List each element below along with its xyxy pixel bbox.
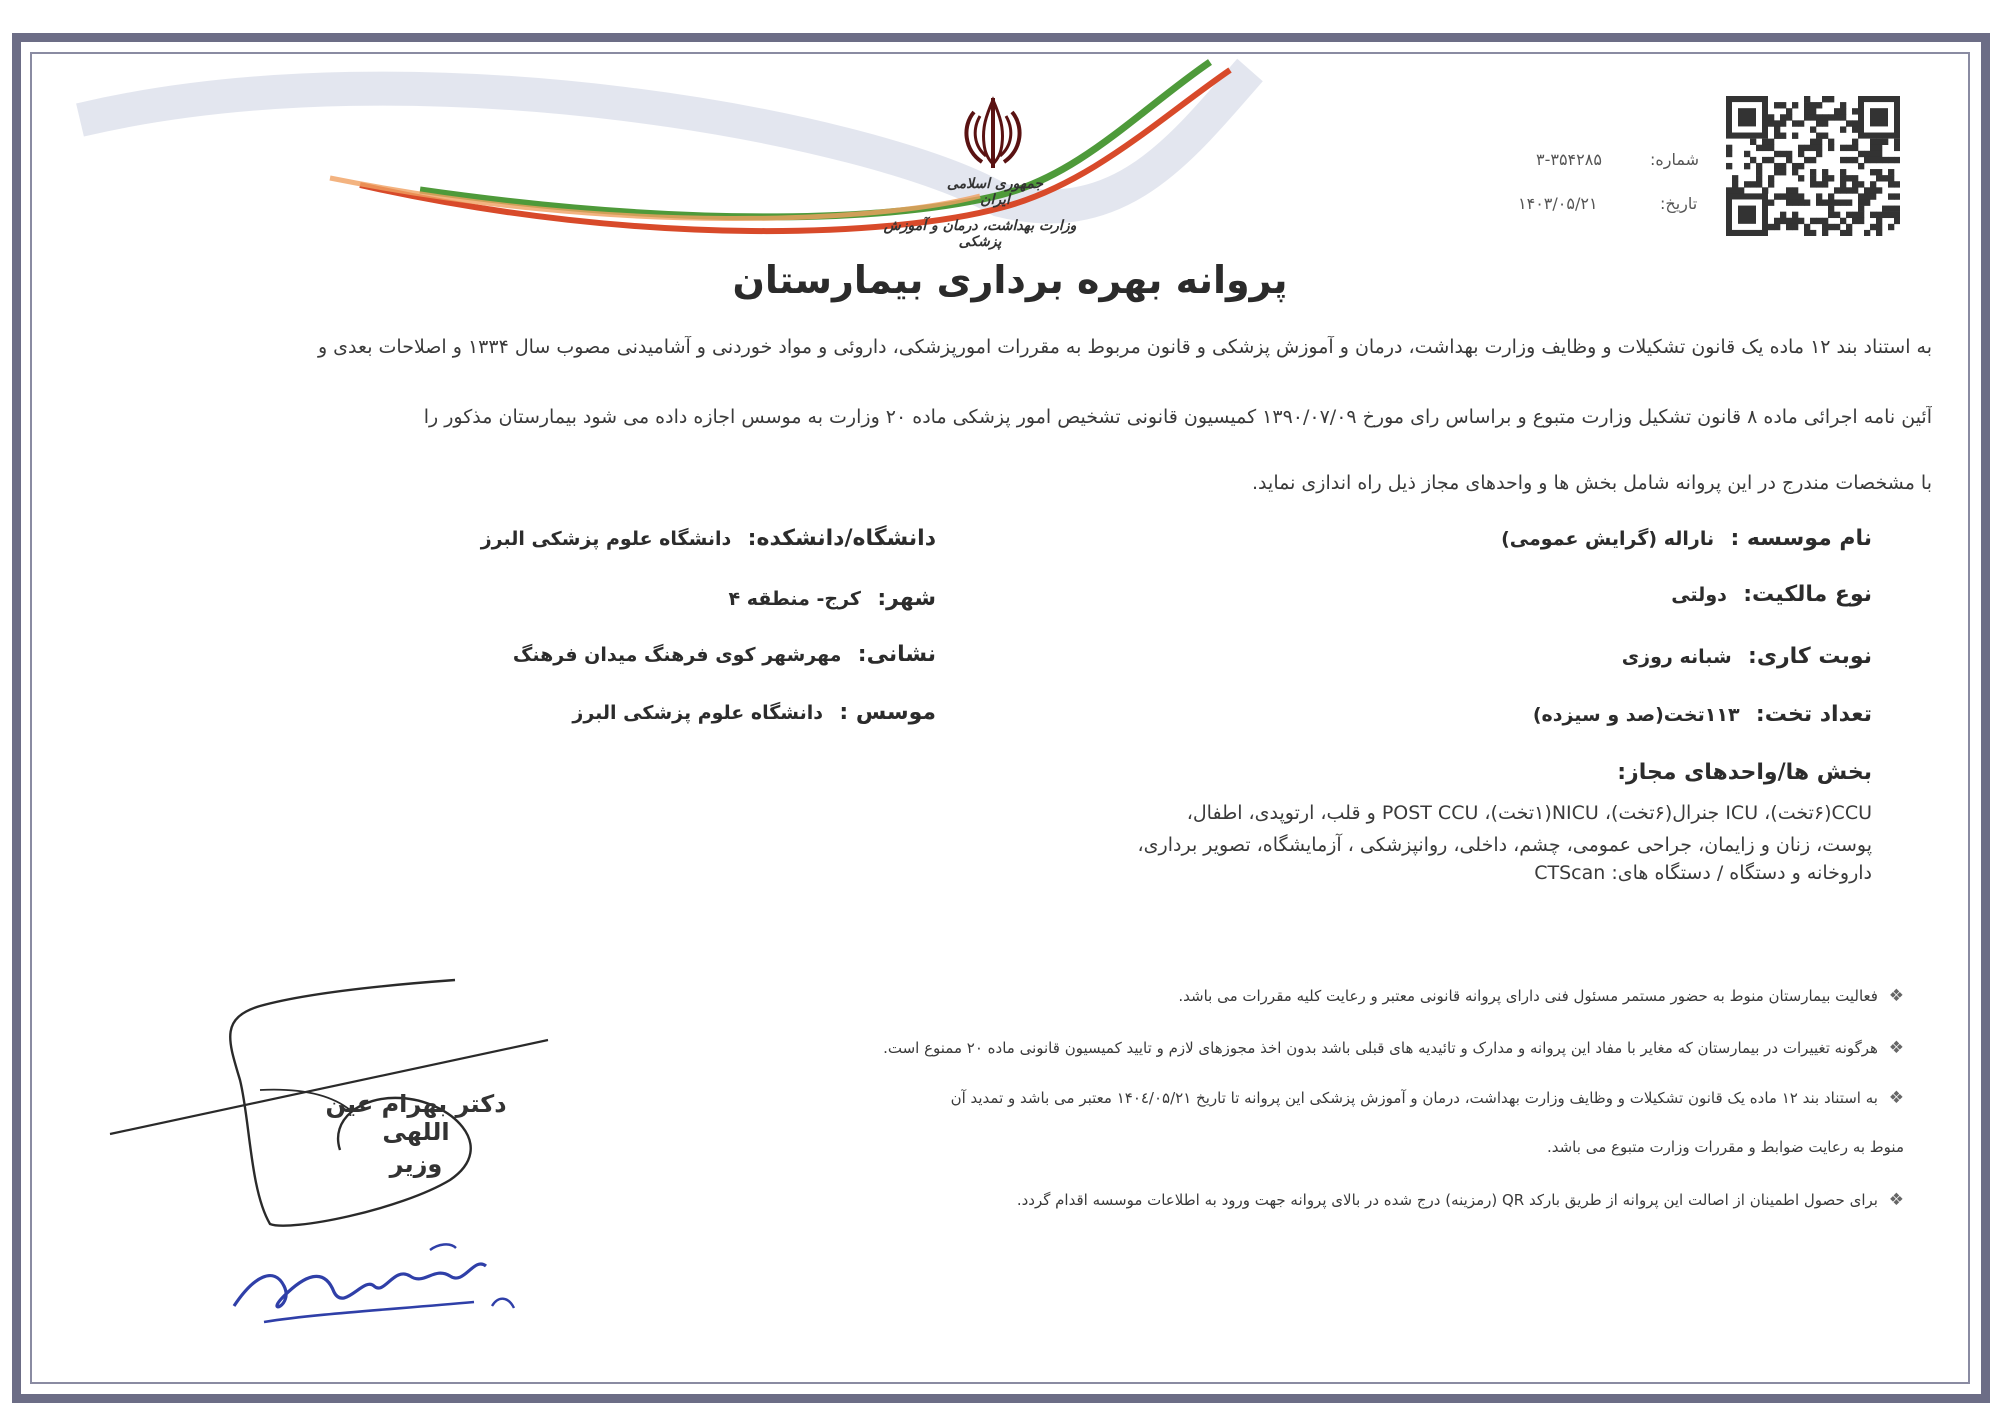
intro-line-2: آئین نامه اجرائی ماده ۸ قانون تشکیل وزارت متبوع و براساس رای مورخ ۱۳۹۰/۰۷/۰۹ کمیسیون قانونی تشخیص امور پزشکی ماده ۲۰ وزارت به موسس اجازه داده می شود بیمارستان مذکور را	[423, 406, 1932, 428]
date-value: ۱۴۰۳/۰۵/۲۱	[1518, 194, 1598, 213]
diamond-bullet-icon: ❖	[1888, 1088, 1904, 1108]
university-label: دانشگاه/دانشکده:	[747, 526, 936, 551]
diamond-bullet-icon: ❖	[1888, 1038, 1904, 1058]
beds-value: ۱۱۳تخت(صد و سیزده)	[1532, 704, 1740, 726]
minister-role: وزیر	[389, 1150, 443, 1178]
university-field	[481, 526, 936, 551]
intro-line-1: به استناد بند ۱۲ ماده یک قانون تشکیلات و وظایف وزارت بهداشت، درمان و آموزش پزشکی و قانون مربوط به مقررات امورپزشکی، داروئی و مواد خوردنی و آشامیدنی مصوب سال ۱۳۳۴ و اصلاحات بعدی و	[317, 336, 1932, 358]
date-label: تاریخ:	[1660, 194, 1698, 213]
ministry-name: وزارت بهداشت، درمان و آموزش پزشکی	[883, 218, 1077, 250]
address-value: مهرشهر کوی فرهنگ میدان فرهنگ	[512, 644, 842, 666]
note-4-text: برای حصول اطمینان از اصالت این پروانه از طریق بارکد QR (رمزینه) درج شده در بالای پروانه جهت ورود به اطلاعات موسسه اقدام گردد.	[1016, 1191, 1878, 1209]
delegate-signature	[224, 1236, 524, 1336]
intro-line-3: با مشخصات مندرج در این پروانه شامل بخش ها و واحدهای مجاز ذیل راه اندازی نماید.	[1252, 472, 1932, 494]
note-2-text: هرگونه تغییرات در بیمارستان که مغایر با مفاد این پروانه و مدارک و تائیدیه های قبلی باشد بدون اخذ مجوزهای لازم و تایید کمیسیون قانونی ماده ۲۰ ممنوع است.	[883, 1039, 1878, 1057]
beds-field	[1533, 702, 1872, 727]
city-label: شهر:	[877, 586, 936, 611]
number-label: شماره:	[1650, 150, 1700, 169]
university-value: دانشگاه علوم پزشکی البرز	[480, 528, 732, 550]
note-1	[1178, 986, 1904, 1006]
shift-label: نوبت کاری:	[1748, 644, 1872, 669]
minister-name: دکتر بهرام عین اللهی	[325, 1090, 507, 1146]
institution-label: نام موسسه :	[1730, 526, 1872, 551]
ownership-label: نوع مالکیت:	[1743, 582, 1872, 607]
city-field	[728, 586, 936, 611]
institution-value: ناراله (گرایش عمومی)	[1501, 528, 1715, 550]
ownership-value: دولتی	[1671, 584, 1727, 606]
note-3-text: به استناد بند ۱۲ ماده یک قانون تشکیلات و وظایف وزارت بهداشت، درمان و آموزش پزشکی این پروانه تا تاریخ ۱۴۰٤/۰۵/۲۱ معتبر می باشد و تمدید آن	[950, 1089, 1878, 1107]
city-value: کرج- منطقه ۴	[728, 588, 861, 610]
note-2	[883, 1038, 1904, 1058]
beds-label: تعداد تخت:	[1755, 702, 1872, 727]
shift-field	[1622, 644, 1872, 669]
note-3	[951, 1088, 1904, 1108]
note-3-continuation: منوط به رعایت ضوابط و مقررات وزارت متبوع می باشد.	[1546, 1138, 1904, 1156]
page-title: پروانه بهره برداری بیمارستان	[732, 258, 1288, 302]
country-name: جمهوری اسلامی ایران	[946, 176, 1044, 208]
institution-field	[1501, 526, 1872, 551]
diamond-bullet-icon: ❖	[1888, 1190, 1904, 1210]
number-value: ۳-۳۵۴۲۸۵	[1536, 150, 1602, 169]
address-label: نشانی:	[857, 642, 936, 667]
ownership-field	[1671, 582, 1872, 607]
founder-label: موسس :	[839, 700, 936, 725]
shift-value: شبانه روزی	[1621, 646, 1732, 668]
qr-code-icon[interactable]	[1726, 96, 1900, 236]
address-field	[513, 642, 936, 667]
units-title: بخش ها/واحدهای مجاز:	[1617, 760, 1872, 785]
units-line-2: پوست، زنان و زایمان، جراحی عمومی، چشم، داخلی، روانپزشکی ، آزمایشگاه، تصویر برداری،	[1137, 834, 1872, 856]
units-line-1: CCU(۶تخت)، ICU جنرال(۶تخت)، NICU(۱تخت)، POST CCU و قلب، ارتوپدی، اطفال،	[1186, 802, 1872, 824]
note-1-text: فعالیت بیمارستان منوط به حضور مستمر مسئول فنی دارای پروانه قانونی معتبر و رعایت کلیه مقررات می باشد.	[1178, 987, 1878, 1005]
iran-emblem-icon	[958, 96, 1028, 170]
founder-value: دانشگاه علوم پزشکی البرز	[572, 702, 824, 724]
note-4	[1017, 1190, 1904, 1210]
units-line-3: داروخانه و دستگاه / دستگاه های: CTScan	[1534, 862, 1872, 884]
diamond-bullet-icon: ❖	[1888, 986, 1904, 1006]
founder-field	[572, 700, 936, 725]
